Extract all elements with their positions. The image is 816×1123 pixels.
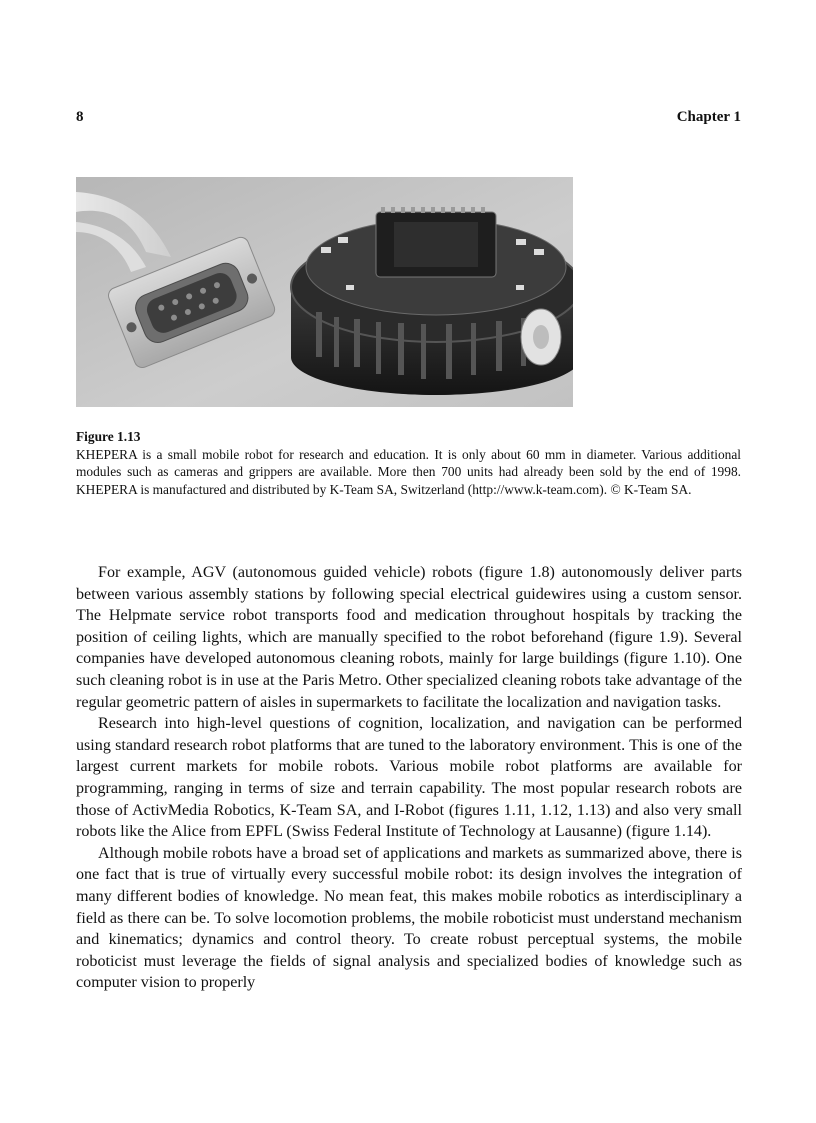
figure-label: Figure 1.13 bbox=[76, 429, 141, 444]
paragraph: Research into high-level questions of cognition, localization, and navigation can be performed using standard research robot platforms that are tuned to the laboratory environment. This is one of the largest current markets for mobile robots. Various mobile robot platforms are available for programming, ranging in terms of size and terrain capability. The most popular research robots are those of ActivMedia Robotics, K-Team SA, and I-Robot (figures 1.11, 1.12, 1.13) and also very small robots like the Alice from EPFL (Swiss Federal Institute of Technology at Lausanne) (figure 1.14). bbox=[76, 715, 742, 841]
figure-photo-khepera-robot bbox=[76, 177, 573, 407]
chapter-label: Chapter 1 bbox=[676, 109, 741, 125]
paragraph: For example, AGV (autonomous guided vehicle) robots (figure 1.8) autonomously deliver parts between various assembly stations by following special electrical guidewires using a custom sensor. The Helpmate service robot transports food and medication throughout hospitals by tracking the position of ceiling lights, which are manually specified to the robot beforehand (figure 1.9). Several companies have developed autonomous cleaning robots, mainly for large buildings (figure 1.10). One such cleaning robot is in use at the Paris Metro. Other specialized cleaning robots take advantage of the regular geometric pattern of aisles in supermarkets to facilitate the localization and navigation tasks. bbox=[76, 564, 742, 711]
page-number: 8 bbox=[76, 109, 84, 125]
running-header bbox=[76, 109, 741, 129]
body-text bbox=[76, 562, 742, 994]
paragraph: Although mobile robots have a broad set of applications and markets as summarized above, there is one fact that is true of virtually every successful mobile robot: its design involves the integration of many different bodies of knowledge. No mean feat, this makes mobile robotics as interdisciplinary a field as there can be. To solve locomotion problems, the mobile roboticist must understand mechanism and kinematics; dynamics and control theory. To create robust perceptual systems, the mobile roboticist must leverage the fields of signal analysis and specialized bodies of knowledge such as computer vision to properly bbox=[76, 844, 742, 992]
figure-caption-text: KHEPERA is a small mobile robot for research and education. It is only about 60 mm in diameter. Various additional modules such as cameras and grippers are available. More then 700 units had already been sold by the end of 1998. KHEPERA is manufactured and distributed by K-Team SA, Switzerland (http://www.k-team.com). © K-Team SA. bbox=[76, 446, 741, 497]
figure-caption bbox=[76, 428, 741, 498]
